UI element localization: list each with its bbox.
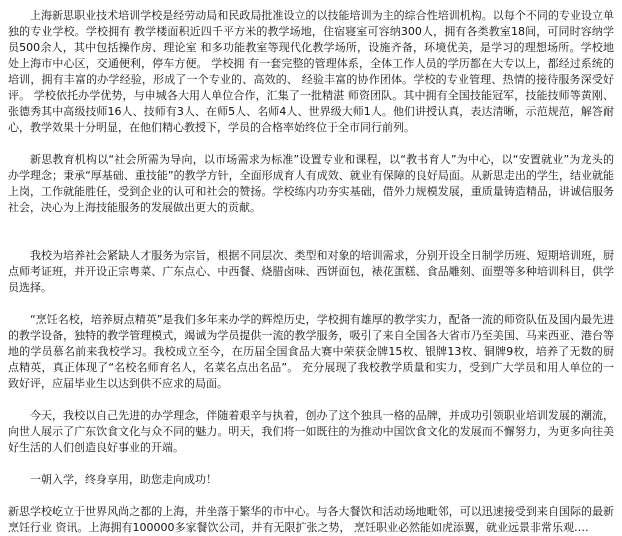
- paragraph-gap: [8, 136, 614, 152]
- paragraph-future: 今天，我校以自己先进的办学理念，伴随着艰辛与执着，创办了这个独具一格的品牌，并成功引领职业培训发展的潮流，向世人展示了广东饮食文化与众不同的魅力。明天，我们将一如既往的为推动中国饮食文化的发展而不懈努力，为更多向往美好生活的人们创造良好事业的开端。: [8, 409, 614, 454]
- paragraph-school-intro: 上海新思职业技术培训学校是经劳动局和民政局批准设立的以技能培训为主的综合性培训机构。以每个不同的专业设立单独的专业学校。学校拥有 教学楼面积近四千平方米的教学场地，住宿寝室可容纳300人，拥有各类教室18间，可同时容纳学员500余人，其中包括操作房、理论室 和多功能教室等现代化教学场所，设施齐备，环境优美，是学习的理想场所。学校地处上海市中心区，交通便利，停车方便。 学校拥 有一套完整的管理体系，全体工作人员的学历都在大专以上，都经过系统的培训，拥有丰富的办学经验，形成了一个专业的、高效的、 经验丰富的协作团体。学校的专业管理、热情的接待服务深受好评。 学校依托办学优势，与申城各大用人单位合作，汇集了一批精湛 师资团队。其中拥有全国技能冠军，技能技师等黄刚、张德秀其中高级技师16人、技师有3人、在师5人、名师4人、世界级大师1人。他们讲授认真，表达清晰，示范规范，解答耐心，教学效果十分明显，在他们精心教授下，学员的合格率始终位于全市同行前列。: [8, 9, 614, 134]
- paragraph-gap: [8, 456, 614, 472]
- paragraph-location: 新思学校屹立于世界风尚之都的上海，并坐落于繁华的市中心。与各大餐饮和活动场地毗邻，可以迅速接受到来自国际的最新烹饪行业 资讯。上海拥有100000多家餐饮公司，并有无限扩张之势， 烹饪职业必然能如虎添翼，就业远景非常乐观….: [8, 505, 614, 534]
- paragraph-gap: [8, 392, 614, 408]
- paragraph-achievements: “烹饪名校，培养厨点精英”是我们多年来办学的辉煌历史，学校拥有雄厚的教学实力，配备一流的师资队伍及国内最先进的教学设备，独特的教学管理模式，竭诚为学员提供一流的教学服务，吸引了来自全国各大省市乃至美国、马来西亚、港台等地的学员慕名前来我校学习。我校成立至今，在历届全国食品大赛中荣获金牌15枚、银牌13枚、铜牌9枚，培养了无数的厨点精英，真正体现了“名校名师育名人，名菜名点出名品”。 充分展现了我校教学质量和实力，受到广大学员和用人单位的一致好评，应届毕业生以达到供不应求的局面。: [8, 313, 614, 390]
- paragraph-slogan: 一朝入学，终身享用，助您走向成功！: [30, 473, 217, 486]
- paragraph-gap: [8, 216, 614, 248]
- paragraph-gap: [8, 296, 614, 312]
- paragraph-gap: [8, 488, 614, 504]
- paragraph-philosophy: 新思教育机构以“社会所需为导向，以市场需求为标准”设置专业和课程，以“教书育人”为中心，以“安置就业”为龙头的办学理念；秉承“厚基础、重技能”的教学方针，全面形成育人有成效、就业有保障的良好局面。从新思走出的学生，结业就能上岗，工作就能胜任，受到企业的认可和社会的赞扬。学校练内功夯实基础，借外力规模发展，重质量铸造精品，讲诚信服务社会，决心为上海技能服务的发展做出更大的贡献。: [8, 153, 614, 214]
- paragraph-courses: 我校为培养社会紧缺人才服务为宗旨，根据不同层次、类型和对象的培训需求，分别开设全日制学历班、短期培训班，厨点师考证班，并开设正宗粤菜、广东点心、中西餐、烧腊卤味、西饼面包，裱花蛋糕、食品雕刻、面塑等多种培训科目，供学员选择。: [8, 249, 614, 294]
